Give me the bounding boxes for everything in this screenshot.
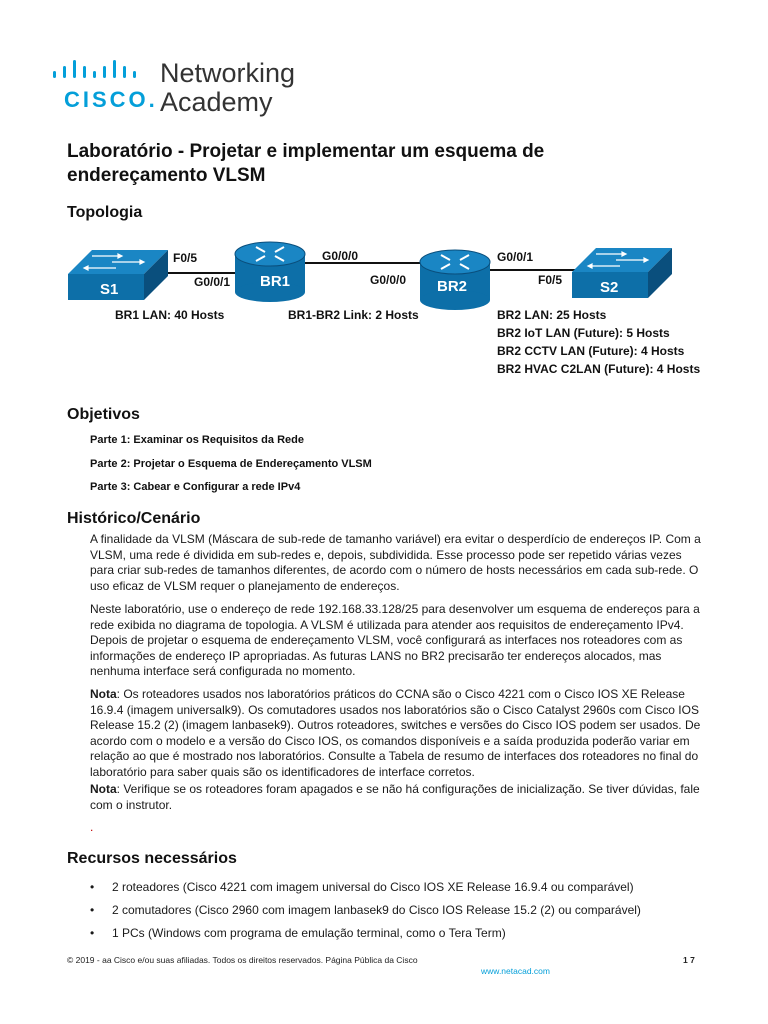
net-label-link: BR1-BR2 Link: 2 Hosts	[288, 308, 419, 322]
background-paragraph-1: A finalidade da VLSM (Máscara de sub-rede de tamanho variável) era evitar o desperdício de endereços IP. Com a VLSM, uma rede é dividida em sub-redes e, depois, subdividida. Esse processo pode ser repetido várias vezes para criar sub-redes de tamanhos diferentes, de acordo com o número de hosts necessários em cada sub-rede. O uso eficaz de VLSM requer o planejamento de endereços.	[90, 532, 701, 593]
page-number: 1 7	[683, 955, 695, 965]
red-dot-marker: .	[90, 820, 94, 834]
port-label-br1-g000: G0/0/0	[322, 249, 359, 263]
note-1-label: Nota	[90, 687, 117, 701]
background-note-2	[90, 782, 702, 813]
section-objectives-heading: Objetivos	[67, 406, 140, 423]
section-topology-heading: Topologia	[67, 204, 143, 221]
switch-s2-icon	[572, 248, 672, 298]
router-br1-icon	[235, 242, 305, 302]
port-label-br1-g001: G0/0/1	[194, 275, 231, 289]
device-label-br2: BR2	[437, 278, 468, 295]
resource-text: 2 roteadores (Cisco 4221 com imagem universal do Cisco IOS XE Release 16.9.4 ou comparável)	[112, 880, 634, 894]
port-label-s2-f05: F0/5	[538, 273, 563, 287]
net-label-br2-lan: BR2 LAN: 25 Hosts	[497, 308, 607, 322]
resource-text: 2 comutadores (Cisco 2960 com imagem lanbasek9 do Cisco IOS Release 15.2 (2) ou comparável)	[112, 903, 641, 917]
net-label-br2-iot: BR2 IoT LAN (Future): 5 Hosts	[497, 326, 670, 340]
bullet-icon: •	[90, 926, 95, 940]
section-background-heading: Histórico/Cenário	[67, 510, 201, 527]
note-1-text: : Os roteadores usados nos laboratórios práticos do CCNA são o Cisco 4221 com o Cisco IOS XE Release 16.9.4 (imagem universalk9). Os comutadores usados nos laboratórios são o Cisco Catalyst 2960s com Cisco IOS Release 15.2 (2) (imagem lanbasek9). Outros roteadores, switches e versões do Cisco IOS podem ser usados. De acordo com o modelo e a versão do Cisco IOS, os comandos disponíveis e a saída produzida poderão variar em relação ao que é mostrado nos laboratórios. Consulte a Tabela de resumo de interfaces dos roteadores no final do laboratório para saber quais são os identificadores de interface corretos.	[90, 687, 701, 779]
footer-copyright: © 2019 - aa Cisco e/ou suas afiliadas. Todos os direitos reservados. Página Pública da Cisco	[67, 955, 418, 965]
objective-part-1: Parte 1: Examinar os Requisitos da Rede	[90, 434, 304, 446]
cisco-logo-text: CISCO.	[64, 87, 158, 112]
objective-part-3: Parte 3: Cabear e Configurar a rede IPv4	[90, 481, 301, 493]
device-label-s1: S1	[100, 281, 119, 298]
section-resources-heading: Recursos necessários	[67, 850, 237, 867]
bullet-icon: •	[90, 880, 95, 894]
objective-part-2: Parte 2: Projetar o Esquema de Endereçamento VLSM	[90, 458, 372, 470]
topology-diagram	[60, 230, 760, 380]
resource-text: 1 PCs (Windows com programa de emulação terminal, como o Tera Term)	[112, 926, 506, 940]
net-label-br2-cctv: BR2 CCTV LAN (Future): 4 Hosts	[497, 344, 685, 358]
net-label-br1-lan: BR1 LAN: 40 Hosts	[115, 308, 225, 322]
note-2-label: Nota	[90, 782, 117, 796]
cisco-logo-bars-icon	[53, 60, 149, 82]
logo-academy: Academy	[160, 87, 273, 117]
port-label-s1-f05: F0/5	[173, 251, 198, 265]
port-label-br2-g001: G0/0/1	[497, 250, 534, 264]
page-title: Laboratório - Projetar e implementar um esquema de endereçamento VLSM	[67, 141, 545, 186]
port-label-br2-g000: G0/0/0	[370, 273, 407, 287]
background-note-1	[90, 687, 702, 780]
bullet-icon: •	[90, 903, 95, 917]
note-2-text: : Verifique se os roteadores foram apagados e se não há configurações de inicialização. Se tiver dúvidas, fale com o instrutor.	[90, 782, 700, 812]
background-paragraph-2: Neste laboratório, use o endereço de rede 192.168.33.128/25 para desenvolver um esquema de endereços para a rede exibida no diagrama de topologia. A VLSM é utilizada para atender aos requisitos de endereçamento IPv4. Depois de projetar o esquema de endereçamento VLSM, você configurará as interfaces nos roteadores com as informações de endereço IP apropriadas. As futuras LANS no BR2 precisarão ter endereços alocados, mas nenhuma interface será configurada no momento.	[90, 602, 700, 678]
device-label-br1: BR1	[260, 273, 291, 290]
logo-networking: Networking	[160, 58, 296, 88]
device-label-s2: S2	[600, 279, 619, 296]
net-label-br2-hvac: BR2 HVAC C2LAN (Future): 4 Hosts	[497, 362, 701, 376]
footer-url-link[interactable]: www.netacad.com	[481, 966, 550, 976]
